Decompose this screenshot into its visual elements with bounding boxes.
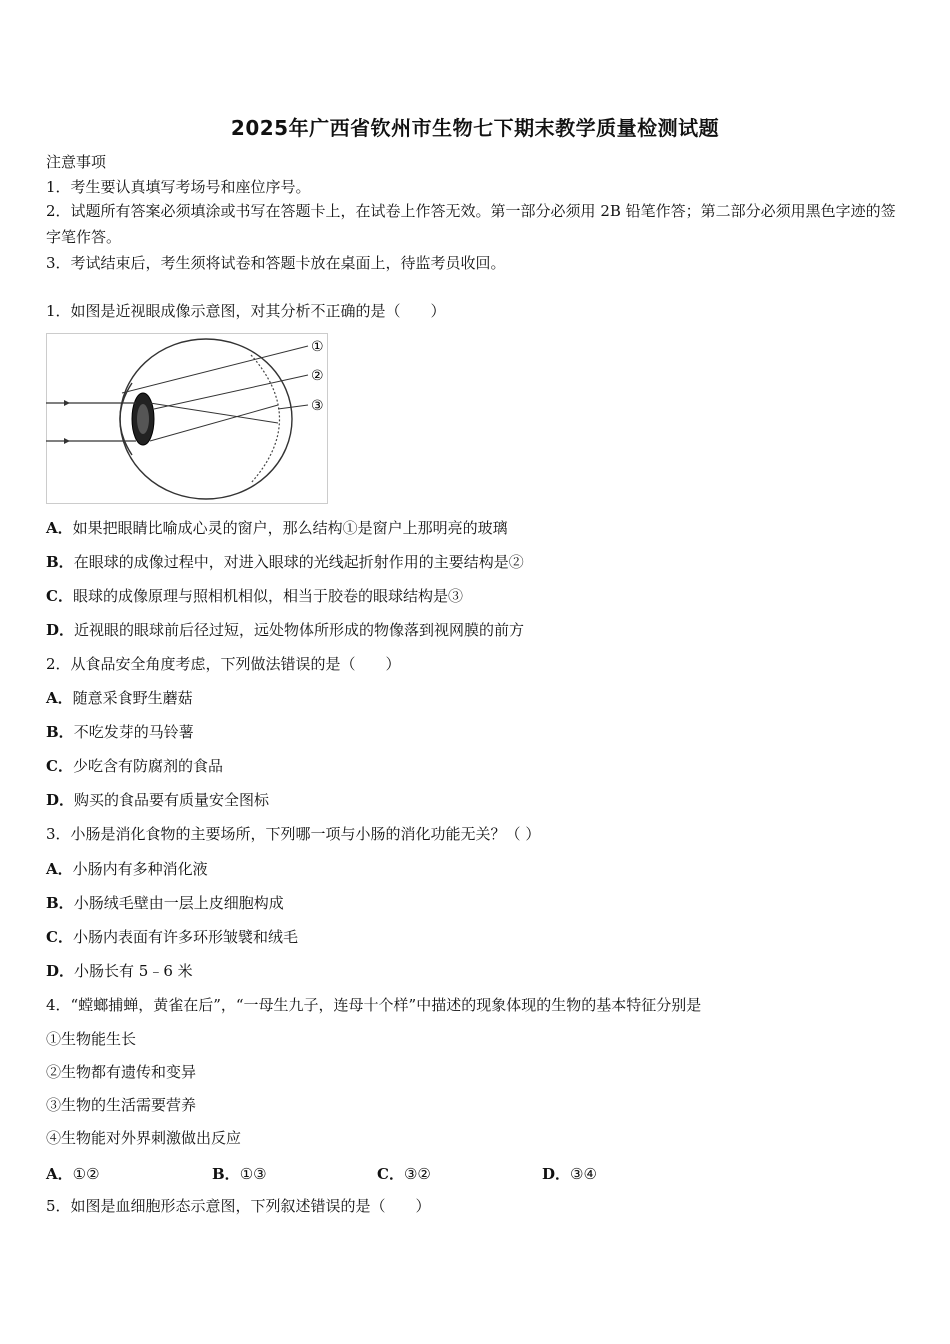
q4-option-a: A．①②	[46, 1165, 100, 1183]
myopia-eye-diagram	[46, 333, 328, 504]
q3-stem: 3．小肠是消化食物的主要场所，下列哪一项与小肠的消化功能无关？（ ）	[46, 825, 541, 843]
q1-option-c: C．眼球的成像原理与照相机相似，相当于胶卷的眼球结构是③	[46, 587, 463, 605]
q2-stem: 2．从食品安全角度考虑，下列做法错误的是（ ）	[46, 655, 401, 673]
q2-option-d: D．购买的食品要有质量安全图标	[46, 791, 270, 809]
q4-statement-3: ③生物的生活需要营养	[46, 1096, 197, 1114]
q4-option-d: D．③④	[542, 1165, 597, 1183]
notice-item-1: 1．考生要认真填写考场号和座位序号。	[46, 178, 311, 196]
q3-option-d: D．小肠长有 5﹣6 米	[46, 962, 193, 980]
q3-option-b: B．小肠绒毛壁由一层上皮细胞构成	[46, 894, 284, 912]
q2-option-b: B．不吃发芽的马铃薯	[46, 723, 194, 741]
q2-option-a: A．随意采食野生蘑菇	[46, 689, 193, 707]
q4-option-c: C．③②	[377, 1165, 431, 1183]
q2-option-c: C．少吃含有防腐剂的食品	[46, 757, 223, 775]
label-1: ①	[311, 339, 324, 355]
notice-item-3: 3．考试结束后，考生须将试卷和答题卡放在桌面上，待监考员收回。	[46, 254, 506, 272]
q1-option-a: A．如果把眼睛比喻成心灵的窗户，那么结构①是窗户上那明亮的玻璃	[46, 519, 508, 537]
q1-stem: 1．如图是近视眼成像示意图，对其分析不正确的是（ ）	[46, 302, 446, 320]
q5-stem: 5．如图是血细胞形态示意图，下列叙述错误的是（ ）	[46, 1197, 431, 1215]
notice-item-2: 2．试题所有答案必须填涂或书写在答题卡上，在试卷上作答无效。第一部分必须用 2B 铅笔作答；第二部分必须用黑色字迹的签字笔作答。	[46, 202, 896, 246]
q3-option-a: A．小肠内有多种消化液	[46, 860, 208, 878]
q4-statement-4: ④生物能对外界刺激做出反应	[46, 1129, 242, 1147]
q1-option-d: D．近视眼的眼球前后径过短，远处物体所形成的物像落到视网膜的前方	[46, 621, 525, 639]
notice-heading: 注意事项	[46, 153, 107, 171]
q4-option-b: B．①③	[212, 1165, 267, 1183]
q4-statement-2: ②生物都有遗传和变异	[46, 1063, 197, 1081]
label-2: ②	[311, 368, 324, 384]
q4-statement-1: ①生物能生长	[46, 1030, 137, 1048]
q3-option-c: C．小肠内表面有许多环形皱襞和绒毛	[46, 928, 298, 946]
q4-stem: 4．“螳螂捕蝉，黄雀在后”，“一母生九子，连母十个样”中描述的现象体现的生物的基本特征分别是	[46, 996, 702, 1014]
q1-option-b: B．在眼球的成像过程中，对进入眼球的光线起折射作用的主要结构是②	[46, 553, 524, 571]
label-3: ③	[311, 398, 324, 414]
page-title: 2025年广西省钦州市生物七下期末教学质量检测试题	[230, 116, 720, 140]
